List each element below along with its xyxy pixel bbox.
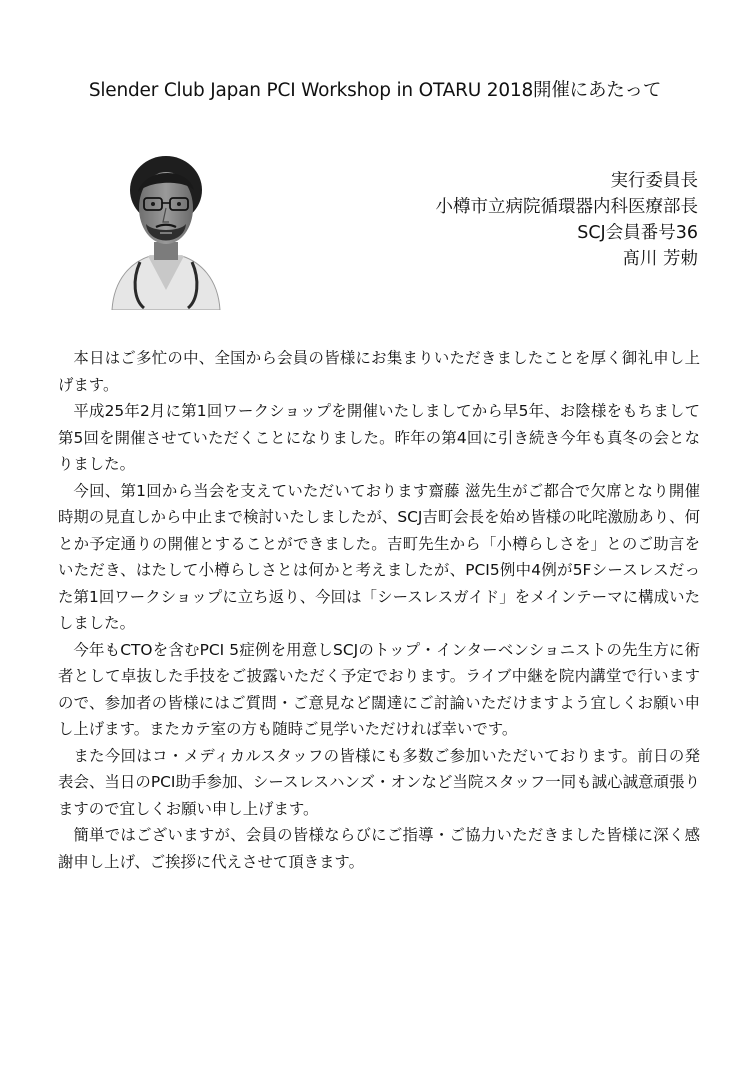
- author-role: 実行委員長: [610, 171, 698, 191]
- paragraph: また今回はコ・メディカルスタッフの皆様にも多数ご参加いただいております。前日の発表会、当日のPCI助手参加、シースレスハンズ・オンなど当院スタッフ一同も誠心誠意頑張りますので宜しくお願い申し上げます。: [58, 746, 700, 818]
- author-portrait: [110, 150, 222, 310]
- greeting-body: [58, 345, 700, 875]
- author-block: [338, 168, 698, 272]
- author-name: 髙川 芳勅: [622, 249, 698, 269]
- paragraph: 本日はご多忙の中、全国から会員の皆様にお集まりいただきましたことを厚く御礼申し上げます。: [58, 349, 700, 394]
- author-member-number: SCJ会員番号36: [577, 223, 698, 243]
- paragraph: 今年もCTOを含むPCI 5症例を用意しSCJのトップ・インターベンショニストの先生方に術者として卓抜した手技をご披露いただく予定でおります。ライブ中継を院内講堂で行いますので、参加者の皆様にはご質問・ご意見など闊達にご討論いただけますよう宜しくお願い申し上げます。またカテ室の方も随時ご見学いただければ幸いです。: [58, 640, 700, 738]
- author-affiliation: 小樽市立病院循環器内科医療部長: [435, 197, 698, 217]
- paragraph: 簡単ではございますが、会員の皆様ならびにご指導・ご協力いただきました皆様に深く感謝申し上げ、ご挨拶に代えさせて頂きます。: [58, 826, 700, 871]
- paragraph: 平成25年2月に第1回ワークショップを開催いたしましてから早5年、お陰様をもちまして第5回を開催させていただくことになりました。昨年の第4回に引き続き今年も真冬の会となりました。: [58, 402, 700, 473]
- paragraph: 今回、第1回から当会を支えていただいております齋藤 滋先生がご都合で欠席となり開催時期の見直しから中止まで検討いたしましたが、SCJ吉町会長を始め皆様の叱咤激励あり、何とか予定通りの開催とすることができました。吉町先生から「小樽らしさを」とのご助言をいただき、はたして小樽らしさとは何かと考えましたが、PCI5例中4例が5Fシースレスだった第1回ワークショップに立ち返り、今回は「シースレスガイド」をメインテーマに構成いたしました。: [58, 481, 700, 632]
- page-title: Slender Club Japan PCI Workshop in OTARU 2018開催にあたって: [88, 80, 662, 101]
